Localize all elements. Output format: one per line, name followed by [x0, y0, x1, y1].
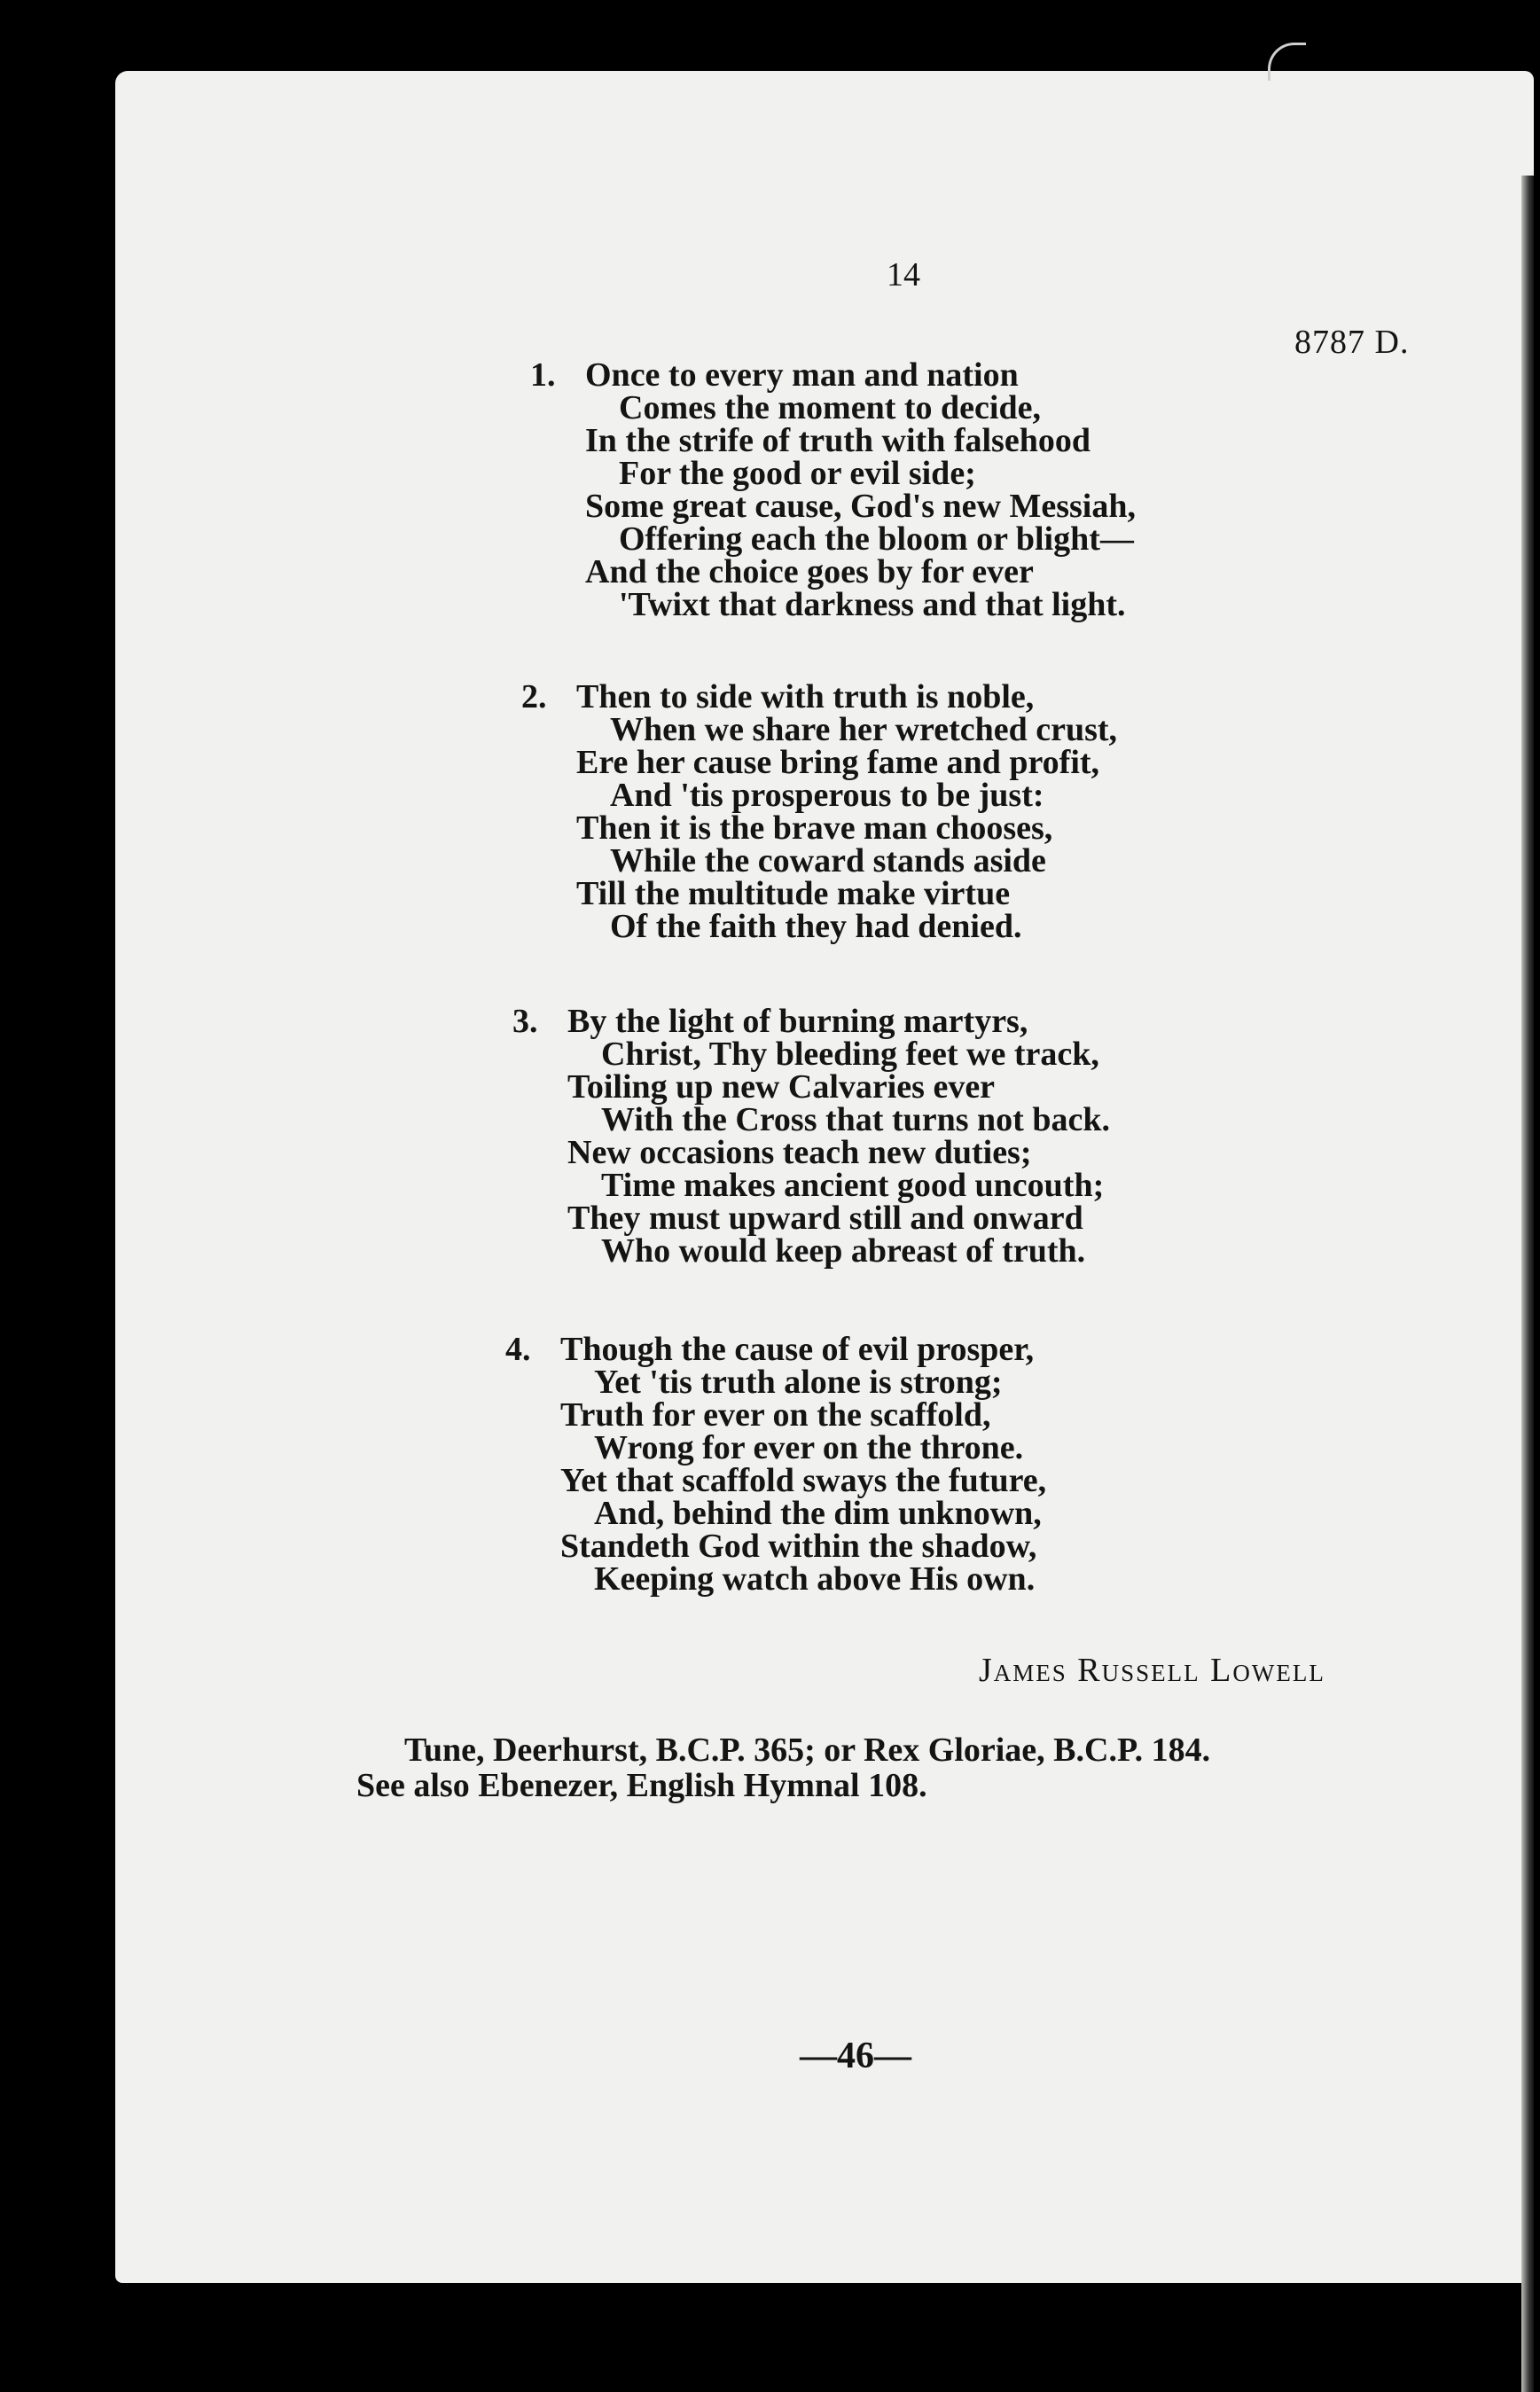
stanza-line: Once to every man and nation [585, 356, 1019, 394]
stanza-line: When we share her wretched crust, [610, 711, 1118, 748]
stanza-line: Some great cause, God's new Messiah, [585, 488, 1136, 525]
stanza-line: Truth for ever on the scaffold, [560, 1396, 991, 1434]
stanza-line: Till the multitude make virtue [576, 875, 1011, 912]
stanza-line: While the coward stands aside [610, 842, 1046, 879]
stanza-line: Wrong for ever on the throne. [594, 1429, 1024, 1466]
stanza-line: Standeth God within the shadow, [560, 1528, 1037, 1565]
stanza-1 [530, 356, 1136, 623]
stanza-line: And the choice goes by for ever [585, 553, 1034, 590]
stanza-line: Comes the moment to decide, [619, 389, 1041, 426]
page-edge-shadow [1521, 176, 1534, 2392]
stanza-line: Who would keep abreast of truth. [601, 1232, 1086, 1270]
stanza-number: 2. [521, 678, 547, 715]
stanza-line: In the strife of truth with falsehood [585, 422, 1091, 459]
stanza-line: Then to side with truth is noble, [576, 678, 1035, 715]
stanza-line: For the good or evil side; [619, 455, 976, 492]
stanza-line: Though the cause of evil prosper, [560, 1331, 1035, 1368]
stanza-line: Yet that scaffold sways the future, [560, 1462, 1047, 1499]
stanza-2 [521, 678, 1118, 945]
stanza-4 [505, 1331, 1047, 1598]
stanza-line: With the Cross that turns not back. [601, 1101, 1110, 1138]
tune-note-line-2: See also Ebenezer, English Hymnal 108. [356, 1767, 927, 1804]
stanza-line: And 'tis prosperous to be just: [610, 777, 1044, 814]
stanza-line: Yet 'tis truth alone is strong; [594, 1364, 1003, 1401]
stanza-line: Keeping watch above His own. [594, 1560, 1036, 1598]
stanza-line: Toiling up new Calvaries ever [567, 1068, 996, 1106]
stanza-line: Christ, Thy bleeding feet we track, [601, 1036, 1099, 1073]
stanza-line: Of the faith they had denied. [610, 908, 1022, 945]
hymn-number: 14 [887, 256, 920, 293]
stanza-number: 3. [512, 1003, 538, 1040]
stanza-number: 4. [505, 1331, 531, 1368]
corner-curl [1268, 43, 1306, 81]
page-number: —46— [800, 2036, 911, 2076]
stanza-line: New occasions teach new duties; [567, 1134, 1032, 1171]
stanza-3 [512, 1003, 1110, 1270]
meter-label: 8787 D. [1294, 324, 1410, 361]
stanza-line: Ere her cause bring fame and profit, [576, 744, 1100, 781]
stanza-line: And, behind the dim unknown, [594, 1495, 1042, 1532]
tune-note [356, 1732, 1210, 1803]
stanza-number: 1. [530, 356, 556, 394]
stanza-line: 'Twixt that darkness and that light. [619, 586, 1126, 623]
stanza-line: Offering each the bloom or blight— [619, 520, 1134, 558]
author-name: James Russell Lowell [979, 1652, 1325, 1689]
stanza-line: They must upward still and onward [567, 1200, 1083, 1237]
stanza-line: Then it is the brave man chooses, [576, 809, 1053, 847]
tune-note-line-1: Tune, Deerhurst, B.C.P. 365; or Rex Gloriae, B.C.P. 184. [404, 1731, 1211, 1769]
stanza-line: Time makes ancient good uncouth; [601, 1167, 1105, 1204]
stanza-line: By the light of burning martyrs, [567, 1003, 1028, 1040]
